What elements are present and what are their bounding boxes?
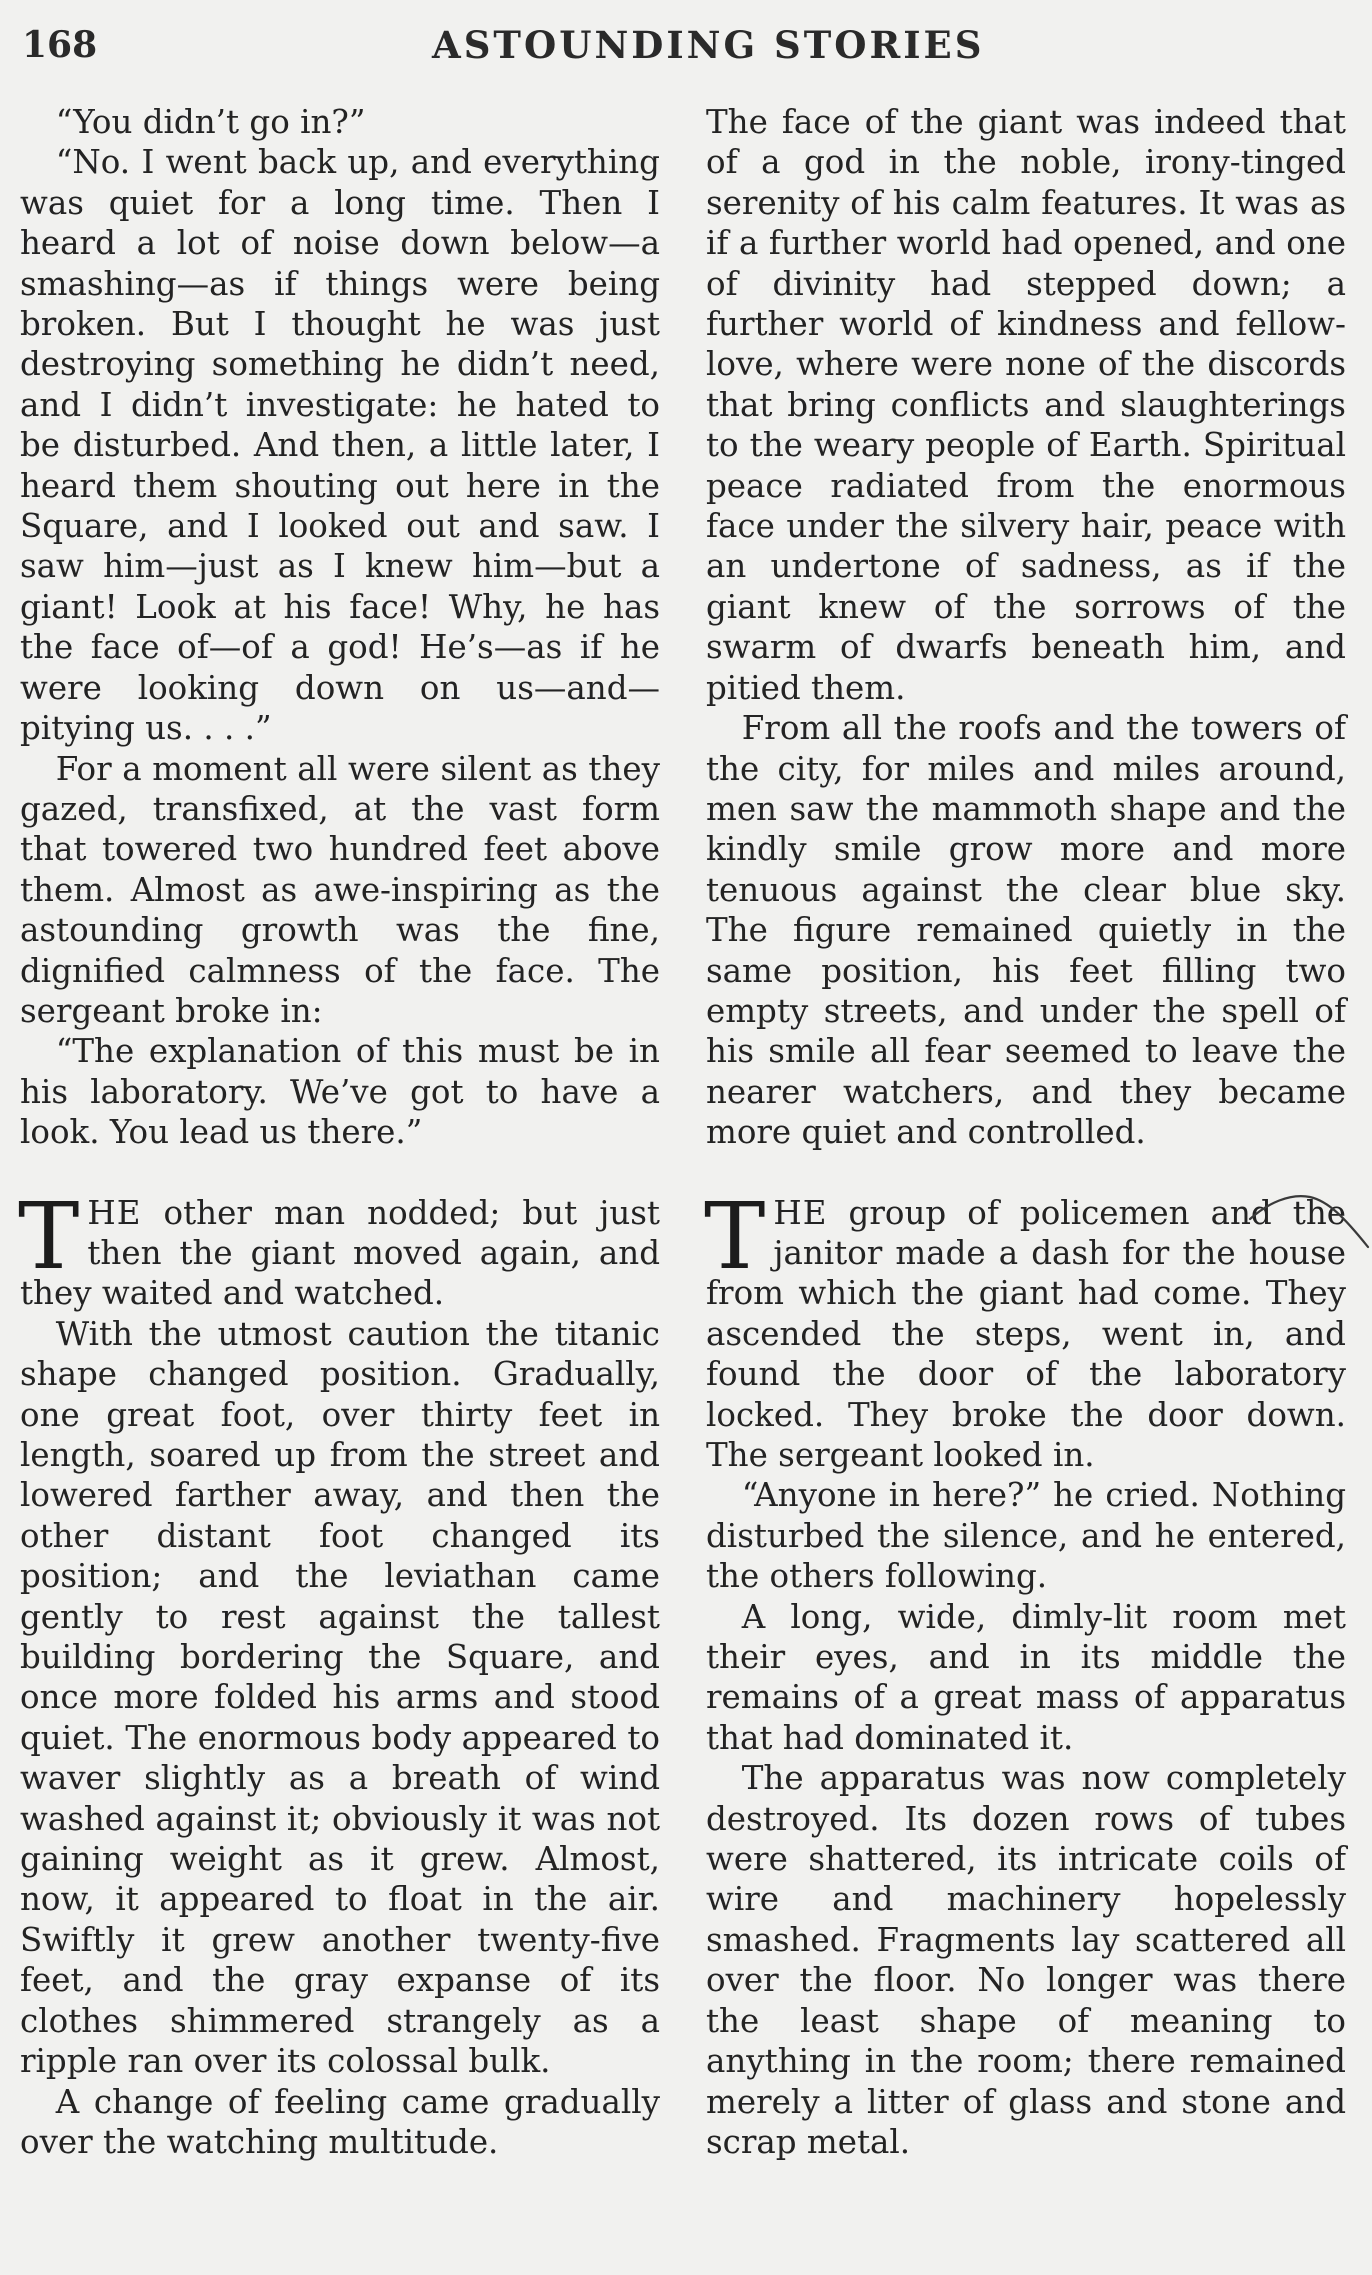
paragraph: With the utmost caution the titanic shape changed position. Gradually, one great foot, over thirty feet in length, soared up from the street and lowered farther away, and then the other distant foot changed its position; and the leviathan came gently to rest against the tallest building bordering the Square, and once more folded his arms and stood quiet. The enormous body appeared to waver slightly as a breath of wind washed against it; obviously it was not gaining weight as it grew. Almost, now, it appeared to float in the air. Swiftly it grew another twenty-five feet, and the gray expanse of its clothes shimmered strangely as a ripple ran over its colossal bulk. bbox=[20, 1314, 660, 2081]
lead-letters: HE bbox=[87, 1193, 142, 1232]
paragraph: A change of feeling came gradually over the watching multitude. bbox=[20, 2082, 660, 2161]
paragraph: The face of the giant was indeed that of a god in the noble, irony-tinged serenity of his calm features. It was as if a further world had opened, and one of divinity had stepped down; a further world of kindness and fellow-love, where were none of the discords that bring conflicts and slaughterings to the weary people of Earth. Spiritual peace radiated from the enormous face under the silvery hair, peace with an undertone of sadness, as if the giant knew of the sorrows of the swarm of dwarfs beneath him, and pitied them. bbox=[706, 103, 1346, 707]
paragraph: A long, wide, dimly-lit room met their eyes, and in its middle the remains of a great mass of apparatus that had dominated it. bbox=[706, 1597, 1346, 1757]
paragraph: From all the roofs and the towers of the city, for miles and miles around, men saw the mammoth shape and the kindly smile grow more and more tenuous against the clear blue sky. The figure remained quietly in the same position, his feet filling two empty streets, and under the spell of his smile all fear seemed to leave the nearer watchers, and they became more quiet and controlled. bbox=[706, 709, 1346, 1152]
drop-cap: T bbox=[18, 1182, 80, 1290]
page-number: 168 bbox=[22, 24, 98, 66]
drop-cap: T bbox=[704, 1182, 766, 1290]
section-opening-paragraph bbox=[18, 1182, 660, 1314]
paragraph: “The explanation of this must be in his laboratory. We’ve got to have a look. You lead us there.” bbox=[20, 1032, 660, 1152]
paragraph: “No. I went back up, and everything was quiet for a long time. Then I heard a lot of noise down below—a smashing—as if things were being broken. But I thought he was just destroying something he didn’t need, and I didn’t investigate: he hated to be disturbed. And then, a little later, I heard them shouting out here in the Square, and I looked out and saw. I saw him—just as I knew him—but a giant! Look at his face! Why, he has the face of—of a god! He’s—as if he were looking down on us—and—pitying us. . . .” bbox=[20, 143, 660, 748]
running-head bbox=[22, 20, 1352, 70]
paragraph: “You didn’t go in?” bbox=[55, 103, 366, 141]
pencil-mark bbox=[1248, 1185, 1372, 1255]
paragraph-text: other man nodded; but just then the giant moved again, and they waited and watched. bbox=[20, 1193, 660, 1313]
journal-title: ASTOUNDING STORIES bbox=[432, 23, 985, 67]
paragraph: For a moment all were silent as they gazed, transfixed, at the vast form that towered two hundred feet above them. Almost as awe-inspiring as the astounding growth was the fine, dignified calmness of the face. The sergeant broke in: bbox=[20, 749, 660, 1030]
lead-letters: HE bbox=[773, 1193, 828, 1232]
paragraph: The apparatus was now completely destroyed. Its dozen rows of tubes were shattered, its intricate coils of wire and machinery hopelessly smashed. Fragments lay scattered all over the floor. No longer was there the least shape of meaning to anything in the room; there remained merely a litter of glass and stone and scrap metal. bbox=[706, 1759, 1346, 2161]
paragraph-text: group of policemen and the janitor made a dash for the house from which the giant had come. They ascended the steps, went in, and found the door of the laboratory locked. They broke the door down. The sergeant looked in. bbox=[706, 1193, 1346, 1474]
left-column bbox=[20, 102, 660, 2162]
right-column bbox=[706, 102, 1346, 2162]
paragraph: “Anyone in here?” he cried. Nothing disturbed the silence, and he entered, the others following. bbox=[706, 1476, 1346, 1596]
section-break bbox=[20, 1153, 660, 1193]
